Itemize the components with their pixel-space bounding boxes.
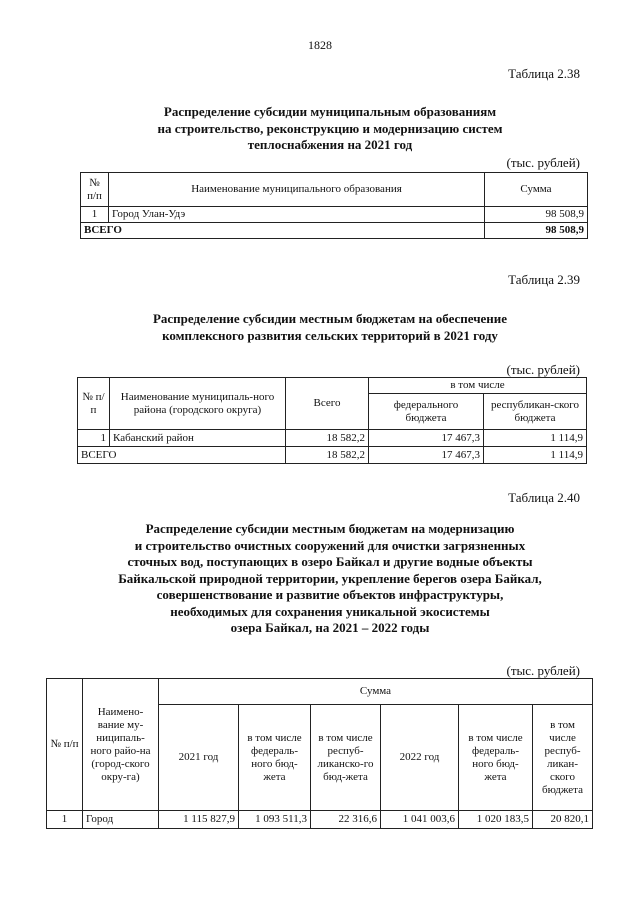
- title-line: и строительство очистных сооружений для очистки загрязненных: [134, 537, 526, 553]
- page-number: 1828: [308, 38, 332, 52]
- cell-2021: 1 115 827,9: [159, 811, 239, 829]
- title-line: Распределение субсидии муниципальным образованиям: [163, 104, 497, 119]
- cell-name: Город Улан-Удэ: [109, 207, 485, 223]
- header-name: Наименование муниципаль-ного района (городского округа): [110, 378, 286, 430]
- table-header-row: [81, 173, 588, 207]
- cell-num: 1: [78, 430, 110, 447]
- table-2-39-label: Таблица 2.39: [508, 272, 580, 287]
- title-line: Распределение субсидии местным бюджетам на модернизацию: [145, 521, 515, 536]
- total-label: ВСЕГО: [78, 447, 286, 464]
- title-line: на строительство, реконструкцию и модернизацию систем: [157, 120, 503, 136]
- table-2-38-units: (тыс. рублей): [506, 155, 580, 170]
- title-line: комплексного развития сельских территорий в 2021 году: [162, 327, 498, 343]
- cell-name: Кабанский район: [110, 430, 286, 447]
- table-2-40-title: [60, 521, 600, 637]
- header-federal-2022: в том числе федераль-ного бюд-жета: [459, 705, 533, 811]
- total-total: 18 582,2: [286, 447, 369, 464]
- table-2-38-label: Таблица 2.38: [508, 66, 580, 81]
- table-header-row: [47, 679, 593, 705]
- table-2-39-title: [60, 311, 600, 344]
- cell-federal-2021: 1 093 511,3: [239, 811, 311, 829]
- cell-federal: 17 467,3: [369, 430, 484, 447]
- title-line: теплоснабжения на 2021 год: [247, 137, 413, 152]
- total-sum: 98 508,9: [485, 223, 588, 239]
- cell-total: 18 582,2: [286, 430, 369, 447]
- cell-2022: 1 041 003,6: [381, 811, 459, 829]
- table-row: [81, 207, 588, 223]
- header-republic: республикан-ского бюджета: [484, 394, 587, 430]
- title-line: совершенствование и развитие объектов инфраструктуры,: [156, 587, 504, 602]
- total-row: [81, 223, 588, 239]
- header-republic-2021: в том числе респуб-ликанско-го бюд-жета: [311, 705, 381, 811]
- table-2-38-title: [60, 104, 600, 154]
- cell-num: 1: [47, 811, 83, 829]
- table-2-40-label: Таблица 2.40: [508, 490, 580, 505]
- header-num: № п/п: [81, 173, 109, 207]
- table-2-39: [77, 377, 587, 464]
- header-federal-2021: в том числе федераль-ного бюд-жета: [239, 705, 311, 811]
- total-federal: 17 467,3: [369, 447, 484, 464]
- title-line: Байкальской природной территории, укрепление берегов озера Байкал,: [118, 570, 542, 586]
- table-2-38: [80, 172, 588, 239]
- total-label: ВСЕГО: [81, 223, 485, 239]
- header-name: Наименование муниципального образования: [109, 173, 485, 207]
- total-republic: 1 114,9: [484, 447, 587, 464]
- cell-name: Город: [83, 811, 159, 829]
- cell-republic-2022: 20 820,1: [533, 811, 593, 829]
- header-num: № п/п: [78, 378, 110, 430]
- table-2-40: [46, 678, 593, 829]
- table-2-39-units: (тыс. рублей): [506, 362, 580, 377]
- table-2-40-units: (тыс. рублей): [506, 663, 580, 678]
- header-2022: 2022 год: [381, 705, 459, 811]
- cell-republic: 1 114,9: [484, 430, 587, 447]
- table-header-row: [78, 378, 587, 394]
- header-2021: 2021 год: [159, 705, 239, 811]
- header-including: в том числе: [369, 378, 587, 394]
- table-row: [78, 430, 587, 447]
- title-line: сточных вод, поступающих в озеро Байкал и другие водные объекты: [127, 554, 533, 569]
- header-name: Наимено-вание му-ниципаль-ного райо-на (город-ского окру-га): [83, 679, 159, 811]
- cell-republic-2021: 22 316,6: [311, 811, 381, 829]
- table-row: [47, 811, 593, 829]
- header-num: № п/п: [47, 679, 83, 811]
- title-line: озера Байкал, на 2021 – 2022 годы: [230, 620, 430, 635]
- header-sum: Сумма: [485, 173, 588, 207]
- header-total: Всего: [286, 378, 369, 430]
- header-sum: Сумма: [159, 679, 593, 705]
- header-republic-2022: в том числе респуб-ликан-ского бюджета: [533, 705, 593, 811]
- title-line: Распределение субсидии местным бюджетам на обеспечение: [152, 311, 508, 326]
- total-row: [78, 447, 587, 464]
- cell-num: 1: [81, 207, 109, 223]
- header-federal: федерального бюджета: [369, 394, 484, 430]
- cell-sum: 98 508,9: [485, 207, 588, 223]
- title-line: необходимых для сохранения уникальной экосистемы: [170, 603, 490, 619]
- cell-federal-2022: 1 020 183,5: [459, 811, 533, 829]
